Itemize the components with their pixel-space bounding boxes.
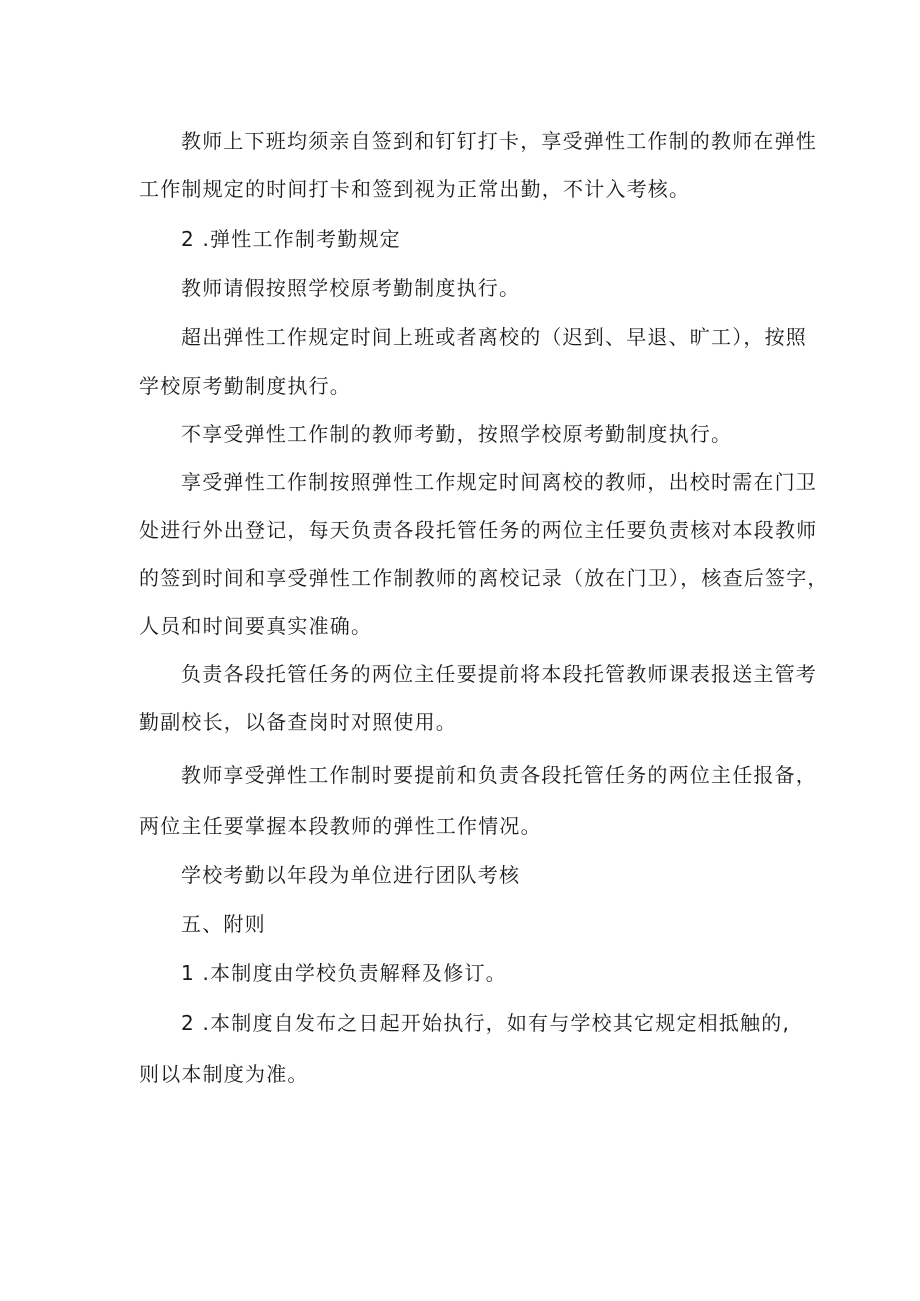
paragraph-line: 享受弹性工作制按照弹性工作规定时间离校的教师，出校时需在门卫 [181,470,817,494]
article-line: 则以本制度为准。 [139,1062,309,1086]
paragraph-line: 的签到时间和享受弹性工作制教师的离校记录（放在门卫），核查后签字， [139,566,829,590]
paragraph-line: 人员和时间要真实准确。 [139,614,373,638]
section-heading: 2 .弹性工作制考勤规定 [181,227,401,251]
article-line: 1 .本制度由学校负责解释及修订。 [181,961,507,985]
paragraph-line: 负责各段托管任务的两位主任要提前将本段托管教师课表报送主管考 [181,662,817,686]
paragraph-line: 教师享受弹性工作制时要提前和负责各段托管任务的两位主任报备， [181,763,817,787]
paragraph-line: 工作制规定的时间打卡和签到视为正常出勤，不计入考核。 [139,177,691,201]
article-line: 2 .本制度自发布之日起开始执行，如有与学校其它规定相抵触的, [181,1011,790,1035]
section-heading: 五、附则 [181,912,266,936]
paragraph-line: 不享受弹性工作制的教师考勤，按照学校原考勤制度执行。 [181,422,733,446]
paragraph-line: 两位主任要掌握本段教师的弹性工作情况。 [139,814,542,838]
paragraph-line: 教师请假按照学校原考勤制度执行。 [181,276,521,300]
paragraph-line: 处进行外出登记，每天负责各段托管任务的两位主任要负责核对本段教师 [139,518,818,542]
paragraph-line: 学校原考勤制度执行。 [139,374,351,398]
paragraph-line: 超出弹性工作规定时间上班或者离校的（迟到、早退、旷工），按照 [181,325,807,349]
paragraph-line: 学校考勤以年段为单位进行团队考核 [181,863,521,887]
paragraph-line: 教师上下班均须亲自签到和钉钉打卡，享受弹性工作制的教师在弹性 [181,129,817,153]
paragraph-line: 勤副校长，以备查岗时对照使用。 [139,710,457,734]
